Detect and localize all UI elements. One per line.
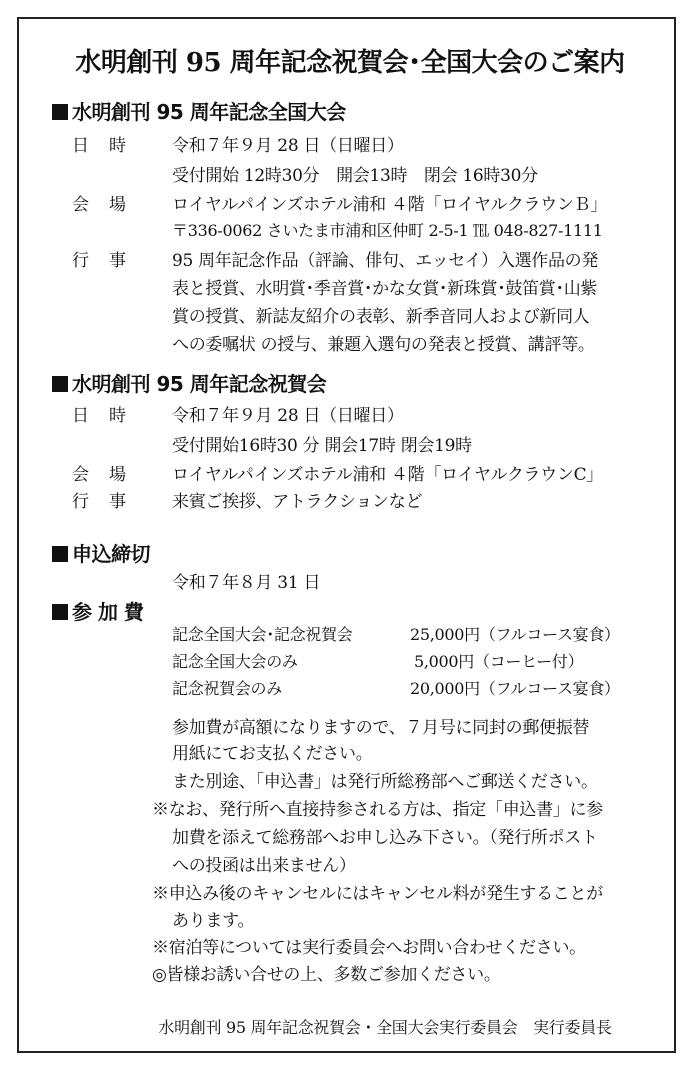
convention-event-line: 賞の授賞、新誌友紹介の表彰、新季音同人および新同人: [172, 307, 590, 327]
celebration-event: 来賓ご挨拶、アトラクションなど: [172, 492, 423, 512]
celebration-venue-label: 会場: [72, 465, 146, 485]
convention-address: 〒336-0062 さいたま市浦和区仲町 2-5-1 ℡ 048-827-1111: [172, 221, 603, 240]
section-heading-fees: 参 加 費: [52, 596, 143, 625]
fee-item-amount: 25,000円（フルコース宴食）: [410, 625, 620, 644]
direct-note-line: ※なお、発行所へ直接持参される方は、指定「申込書」に参: [152, 800, 603, 820]
payment-note-line: 用紙にてお支払ください。: [172, 744, 373, 764]
convention-event-line: 表と授賞、水明賞･季音賞･かな女賞･新珠賞･鼓笛賞･山紫: [172, 279, 598, 299]
celebration-event-label: 行事: [72, 492, 146, 512]
direct-note-line: 加費を添えて総務部へお申し込み下さい。（発行所ポスト: [172, 828, 598, 848]
fee-item-amount: 20,000円（フルコース宴食）: [410, 679, 620, 698]
square-bullet-icon: [52, 376, 68, 392]
fee-item-name: 記念祝賀会のみ: [172, 679, 282, 698]
convention-date: 令和７年９月 28 日（日曜日）: [172, 136, 404, 156]
fee-item-name: 記念全国大会･記念祝賀会: [172, 625, 353, 644]
convention-venue: ロイヤルパインズホテル浦和 ４階「ロイヤルクラウンＢ」: [172, 195, 608, 215]
convention-event-line: 95 周年記念作品（評論、俳句、エッセイ）入選作品の発: [172, 251, 599, 271]
square-bullet-icon: [52, 604, 68, 620]
section-heading-deadline: 申込締切: [52, 538, 150, 567]
committee-signature: 水明創刊 95 周年記念祝賀会・全国大会実行委員会 実行委員長: [158, 1018, 612, 1037]
payment-note-line: また別途、「申込書」は発行所総務部へご郵送ください。: [172, 772, 598, 792]
page-title: 水明創刊 95 周年記念祝賀会･全国大会のご案内: [75, 48, 625, 78]
deadline-date: 令和７年８月 31 日: [172, 573, 321, 593]
fee-item-name: 記念全国大会のみ: [172, 652, 298, 671]
convention-date-label: 日時: [72, 136, 146, 156]
celebration-date: 令和７年９月 28 日（日曜日）: [172, 406, 404, 426]
payment-note-line: 参加費が高額になりますので、７月号に同封の郵便振替: [172, 718, 590, 738]
celebration-time: 受付開始16時30 分 開会17時 閉会19時: [172, 436, 472, 456]
cancel-note-line: ※申込み後のキャンセルにはキャンセル料が発生することが: [152, 884, 603, 904]
lodging-note: ※宿泊等については実行委員会へお問い合わせください。: [152, 938, 586, 958]
section-heading-celebration: 水明創刊 95 周年記念祝賀会: [52, 368, 326, 397]
section-heading-convention: 水明創刊 95 周年記念全国大会: [52, 96, 346, 125]
invite-note: ◎皆様お誘い合せの上、多数ご参加ください。: [152, 965, 501, 985]
convention-event-label: 行事: [72, 251, 146, 271]
convention-venue-label: 会場: [72, 195, 146, 215]
fee-item-amount: 5,000円（コーヒー付）: [414, 652, 584, 671]
direct-note-line: への投函は出来ません）: [172, 856, 356, 876]
square-bullet-icon: [52, 104, 68, 120]
celebration-date-label: 日時: [72, 406, 146, 426]
cancel-note-line: あります。: [172, 911, 255, 931]
convention-time: 受付開始 12時30分 開会13時 閉会 16時30分: [172, 166, 538, 186]
celebration-venue: ロイヤルパインズホテル浦和 ４階「ロイヤルクラウンC」: [172, 465, 604, 485]
convention-event-line: への委嘱状 の授与、兼題入選句の発表と授賞、講評等。: [172, 335, 595, 355]
square-bullet-icon: [52, 546, 68, 562]
